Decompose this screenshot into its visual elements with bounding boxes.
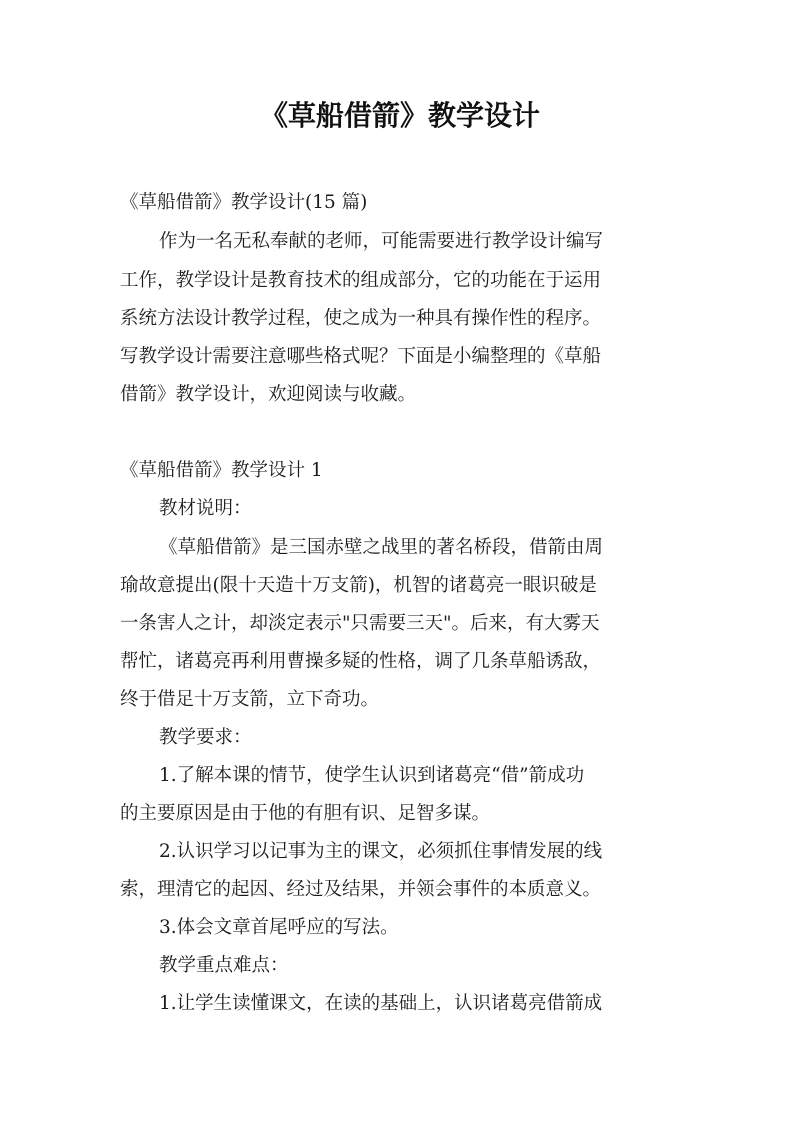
material-line: 瑜故意提出(限十天造十万支箭)，机智的诸葛亮一眼识破是: [120, 575, 597, 596]
requirement-line: 2.认识学习以记事为主的课文，必须抓住事情发展的线: [159, 841, 603, 862]
section-heading: 《草船借箭》教学设计 1: [120, 460, 323, 481]
document-title: 《草船借箭》教学设计: [259, 99, 540, 132]
material-label: 教材说明：: [159, 498, 252, 519]
material-line: 帮忙，诸葛亮再利用曹操多疑的性格，调了几条草船诱敌，: [120, 651, 602, 672]
intro-line: 借箭》教学设计，欢迎阅读与收藏。: [120, 384, 417, 405]
intro-line: 工作，教学设计是教育技术的组成部分，它的功能在于运用: [120, 270, 602, 291]
material-line: 一条害人之计，却淡定表示"只需要三天"。后来，有大雾天: [120, 613, 600, 634]
material-line: 终于借足十万支箭，立下奇功。: [120, 689, 380, 710]
intro-line: 写教学设计需要注意哪些格式呢？下面是小编整理的《草船: [120, 346, 602, 367]
requirements-label: 教学要求：: [159, 727, 252, 748]
requirement-line: 3.体会文章首尾呼应的写法。: [159, 917, 399, 938]
keypoint-line: 1.让学生读懂课文，在读的基础上，认识诸葛亮借箭成: [159, 993, 603, 1014]
intro-heading: 《草船借箭》教学设计(15 篇): [120, 192, 368, 213]
requirement-line: 1.了解本课的情节，使学生认识到诸葛亮“借”箭成功: [159, 765, 585, 786]
requirement-line: 索，理清它的起因、经过及结果，并领会事件的本质意义。: [120, 879, 602, 900]
material-line: 《草船借箭》是三国赤壁之战里的著名桥段，借箭由周: [159, 537, 604, 558]
keypoints-label: 教学重点难点：: [159, 955, 289, 976]
requirement-line: 的主要原因是由于他的有胆有识、足智多谋。: [120, 803, 491, 824]
intro-line: 作为一名无私奉献的老师，可能需要进行教学设计编写: [159, 231, 604, 252]
intro-line: 系统方法设计教学过程，使之成为一种具有操作性的程序。: [120, 308, 602, 329]
